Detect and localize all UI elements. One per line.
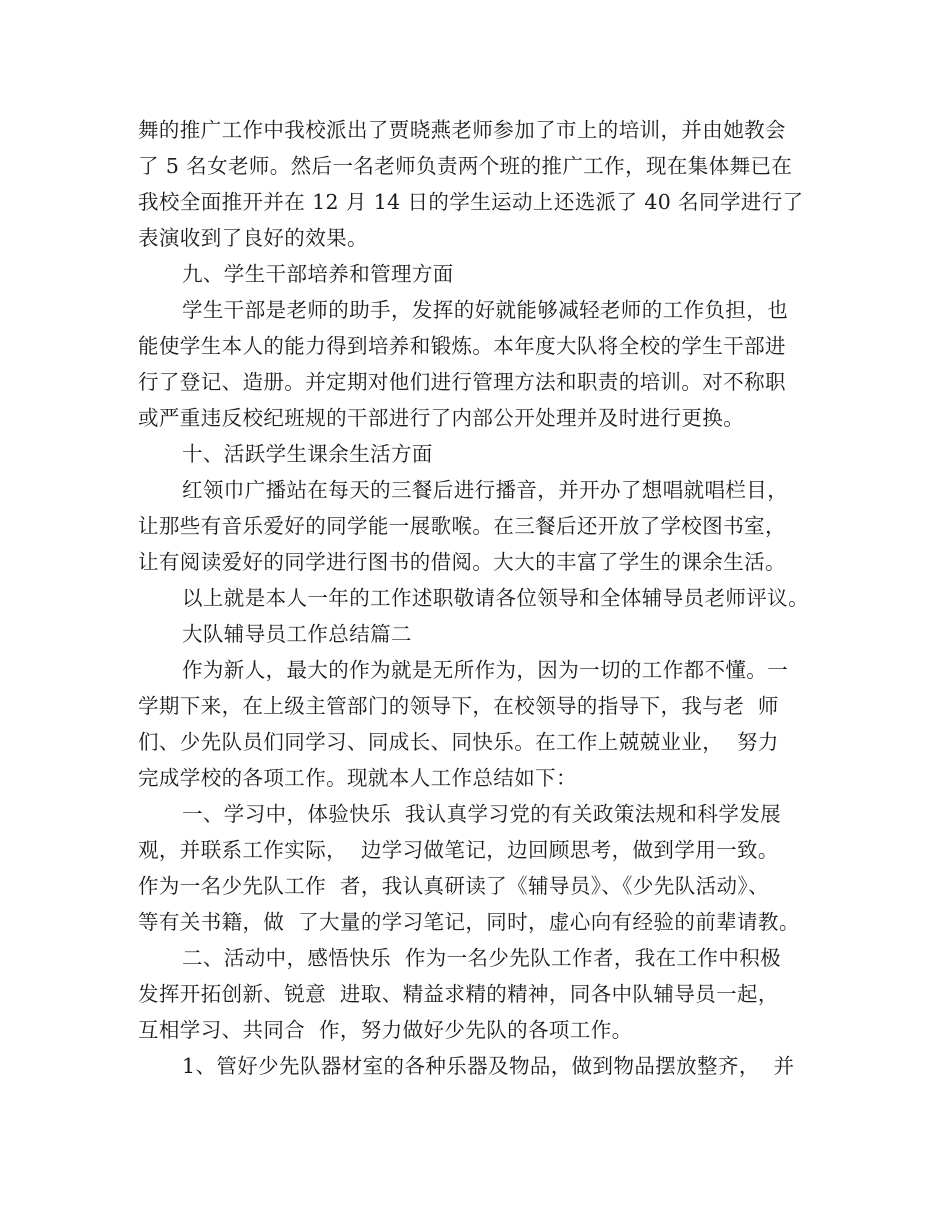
section-heading: 九、学生干部培养和管理方面 <box>182 262 454 286</box>
paragraph-line: 完成学校的各项工作。现就本人工作总结如下： <box>138 766 577 790</box>
paragraph-line: 舞的推广工作中我校派出了贾晓燕老师参加了市上的培训，并由她教会 <box>138 118 786 142</box>
paragraph-line: 红领巾广播站在每天的三餐后进行播音，并开办了想唱就唱栏目， <box>182 478 789 502</box>
paragraph-line: 作为新人，最大的作为就是无所作为，因为一切的工作都不懂。一 <box>182 658 789 682</box>
paragraph-line: 以上就是本人一年的工作述职敬请各位领导和全体辅导员老师评议。 <box>182 586 809 610</box>
paragraph-line: 或严重违反校纪班规的干部进行了内部公开处理并及时进行更换。 <box>138 406 745 430</box>
paragraph-line: 发挥开拓创新、锐意 进取、精益求精的精神，同各中队辅导员一起， <box>138 982 779 1006</box>
paragraph-line: 学期下来，在上级主管部门的领导下，在校领导的指导下，我与老 师 <box>138 694 779 718</box>
paragraph-line: 们、少先队员们同学习、同成长、同快乐。在工作上兢兢业业， 努力 <box>138 730 779 754</box>
paragraph-line: 1、管好少先队器材室的各种乐器及物品，做到物品摆放整齐， 并 <box>182 1054 795 1078</box>
paragraph-line: 我校全面推开并在 12 月 14 日的学生运动上还选派了 40 名同学进行了 <box>138 190 804 214</box>
paragraph-line: 观，并联系工作实际， 边学习做笔记，边回顾思考，做到学用一致。 <box>138 838 779 862</box>
paragraph-line: 作为一名少先队工作 者，我认真研读了《辅导员》、《少先队活动》、 <box>138 874 769 898</box>
paragraph-line: 一、学习中，体验快乐 我认真学习党的有关政策法规和科学发展 <box>182 802 782 826</box>
paragraph-line: 二、活动中，感悟快乐 作为一名少先队工作者，我在工作中积极 <box>182 946 782 970</box>
section-heading: 十、活跃学生课余生活方面 <box>182 442 433 466</box>
paragraph-line: 等有关书籍，做 了大量的学习笔记，同时，虚心向有经验的前辈请教。 <box>138 910 800 934</box>
paragraph-line: 能使学生本人的能力得到培养和锻炼。本年度大队将全校的学生干部进 <box>138 334 786 358</box>
paragraph-line: 学生干部是老师的助手，发挥的好就能够减轻老师的工作负担，也 <box>182 298 789 322</box>
paragraph-line: 了 5 名女老师。然后一名老师负责两个班的推广工作，现在集体舞已在 <box>138 154 793 178</box>
paragraph-line: 互相学习、共同合 作，努力做好少先队的各项工作。 <box>138 1018 633 1042</box>
paragraph-line: 让有阅读爱好的同学进行图书的借阅。大大的丰富了学生的课余生活。 <box>138 550 786 574</box>
paragraph-line: 表演收到了良好的效果。 <box>138 226 368 250</box>
paragraph-line: 行了登记、造册。并定期对他们进行管理方法和职责的培训。对不称职 <box>138 370 786 394</box>
paragraph-line: 让那些有音乐爱好的同学能一展歌喉。在三餐后还开放了学校图书室， <box>138 514 786 538</box>
section-heading: 大队辅导员工作总结篇二 <box>182 622 412 646</box>
